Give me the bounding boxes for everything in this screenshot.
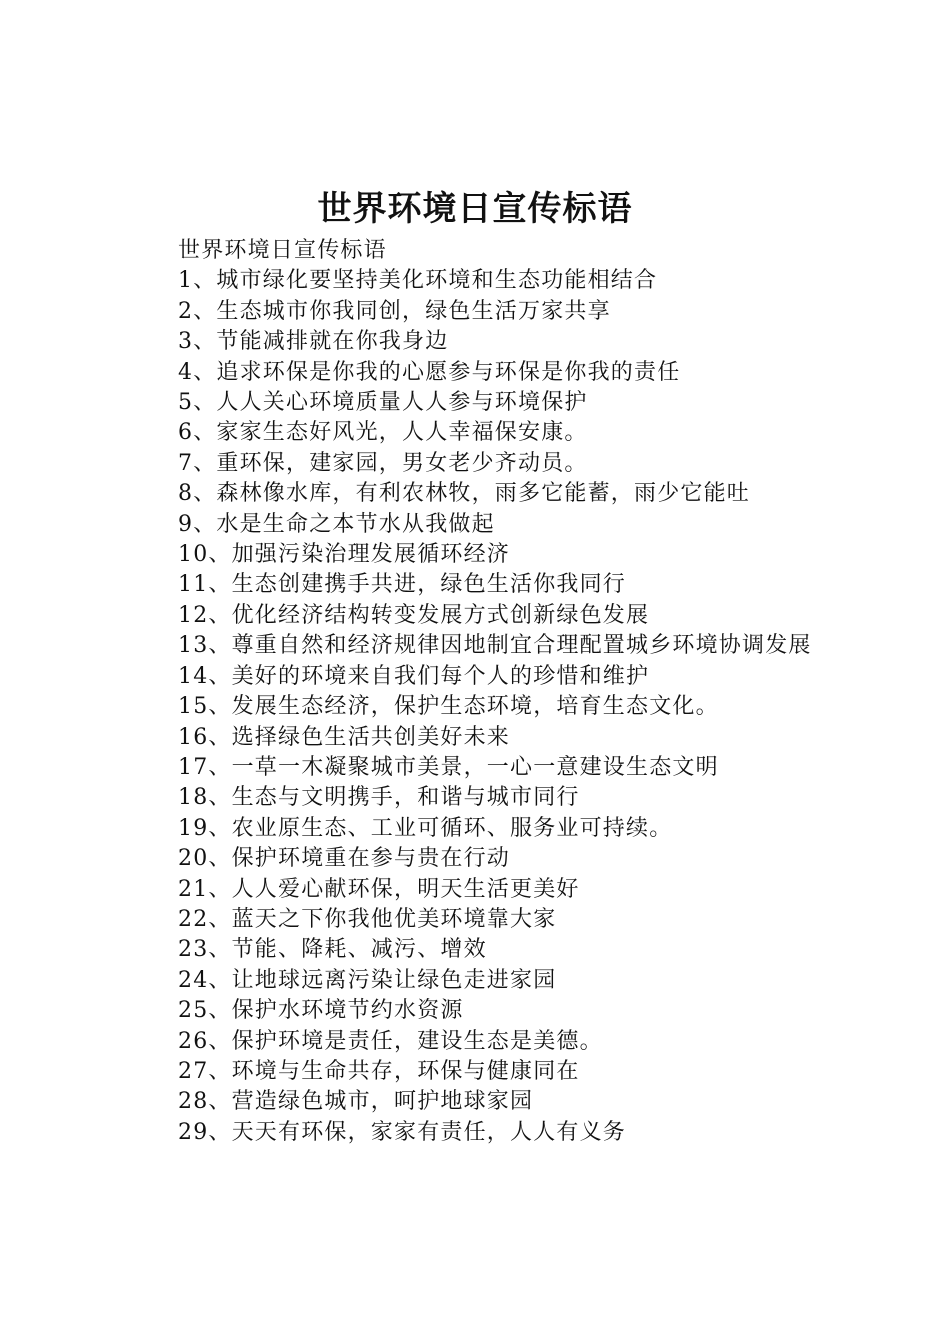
slogan-item: 13、尊重自然和经济规律因地制宜合理配置城乡环境协调发展	[178, 633, 812, 659]
slogan-item: 19、农业原生态、工业可循环、服务业可持续。	[178, 815, 673, 841]
page-title: 世界环境日宣传标语	[317, 189, 633, 229]
slogan-item: 12、优化经济结构转变发展方式创新绿色发展	[178, 602, 650, 628]
slogan-item: 8、森林像水库，有利农林牧，雨多它能蓄，雨少它能吐	[178, 481, 750, 507]
slogan-item: 3、节能减排就在你我身边	[178, 329, 449, 355]
slogan-item: 28、营造绿色城市，呵护地球家园	[178, 1089, 534, 1115]
slogan-item: 21、人人爱心献环保，明天生活更美好	[178, 876, 580, 902]
slogan-item: 20、保护环境重在参与贵在行动	[178, 846, 510, 872]
slogan-item: 24、让地球远离污染让绿色走进家园	[178, 967, 557, 993]
subtitle-paragraph: 世界环境日宣传标语	[178, 238, 387, 263]
slogan-item: 29、天天有环保，家家有责任，人人有义务	[178, 1119, 626, 1145]
slogan-item: 11、生态创建携手共进，绿色生活你我同行	[178, 572, 626, 598]
slogan-item: 9、水是生命之本节水从我做起	[178, 511, 495, 537]
slogan-item: 10、加强污染治理发展循环经济	[178, 542, 510, 568]
slogan-item: 23、节能、降耗、减污、增效	[178, 937, 487, 963]
slogan-item: 4、追求环保是你我的心愿参与环保是你我的责任	[178, 359, 681, 385]
slogan-item: 1、城市绿化要坚持美化环境和生态功能相结合	[178, 268, 658, 294]
slogan-item: 17、一草一木凝聚城市美景，一心一意建设生态文明	[178, 754, 719, 780]
slogan-item: 15、发展生态经济，保护生态环境，培育生态文化。	[178, 694, 719, 720]
slogan-item: 16、选择绿色生活共创美好未来	[178, 724, 510, 750]
slogan-item: 5、人人关心环境质量人人参与环境保护	[178, 390, 588, 416]
slogan-item: 18、生态与文明携手，和谐与城市同行	[178, 785, 580, 811]
slogan-item: 6、家家生态好风光，人人幸福保安康。	[178, 420, 588, 446]
slogan-item: 25、保护水环境节约水资源	[178, 998, 464, 1024]
slogan-item: 2、生态城市你我同创，绿色生活万家共享	[178, 298, 611, 324]
slogan-item: 27、环境与生命共存，环保与健康同在	[178, 1058, 580, 1084]
document-body	[130, 236, 830, 1148]
slogan-item: 7、重环保，建家园，男女老少齐动员。	[178, 450, 588, 476]
slogan-item: 26、保护环境是责任，建设生态是美德。	[178, 1028, 603, 1054]
slogan-item: 14、美好的环境来自我们每个人的珍惜和维护	[178, 663, 650, 689]
slogan-item: 22、蓝天之下你我他优美环境靠大家	[178, 906, 557, 932]
